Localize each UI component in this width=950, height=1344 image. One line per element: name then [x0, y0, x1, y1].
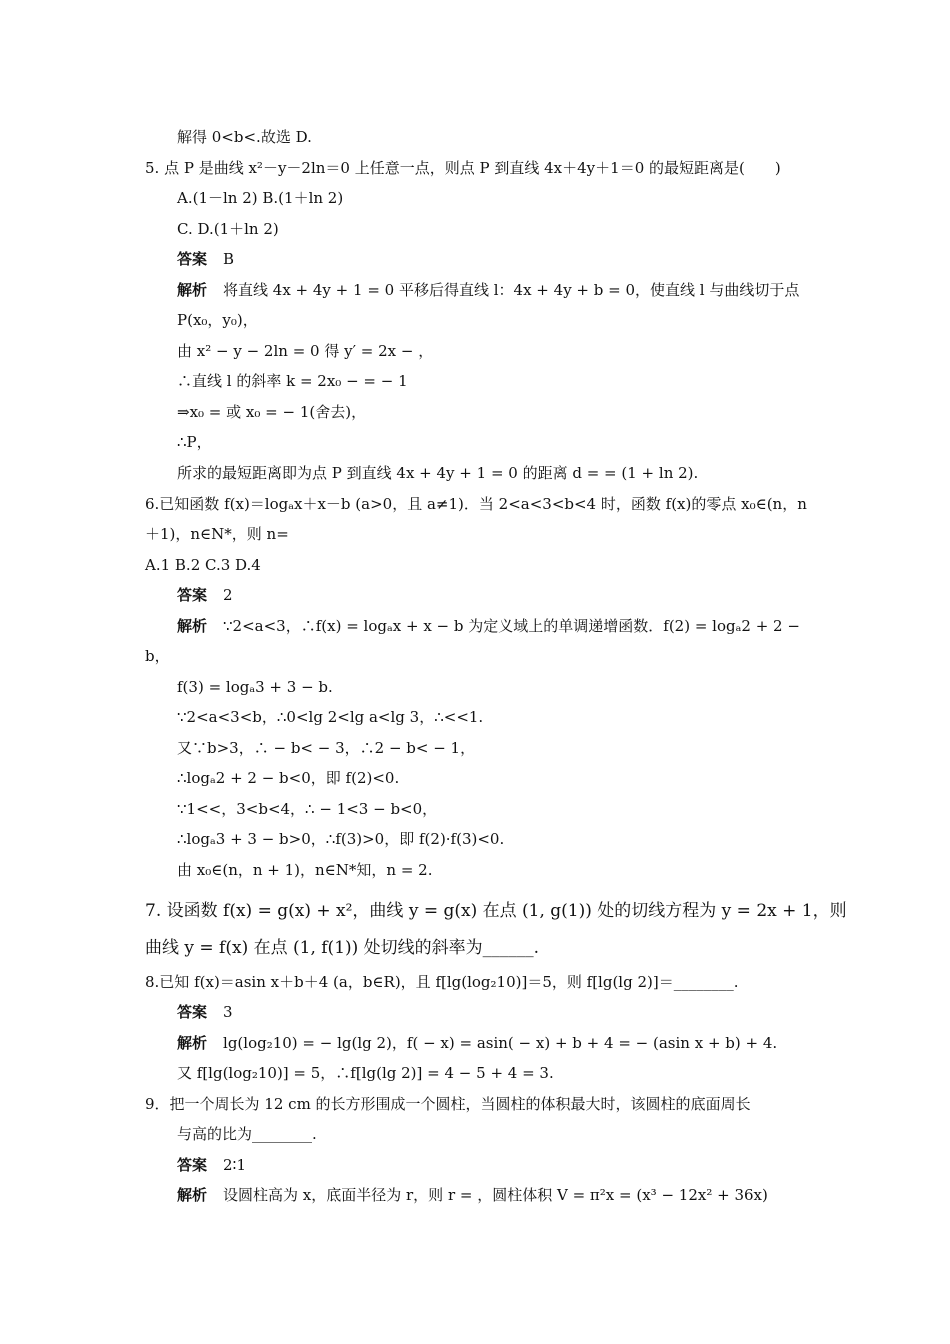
answer-line	[177, 1155, 246, 1175]
question-5: 5. 点 P 是曲线 x²－y－2ln＝0 上任意一点，则点 P 到直线 4x＋4y＋1＝0 的最短距离是( )	[145, 159, 781, 177]
text-line: ∵2<a<3<b，∴0<lg 2<lg a<lg 3，∴<<1.	[177, 708, 484, 726]
analysis-line	[177, 280, 799, 300]
text-line: 又 f[lg(log₂10)] = 5，∴f[lg(lg 2)] = 4 − 5 + 4 = 3.	[177, 1064, 554, 1082]
analysis-label: 解析	[177, 617, 208, 635]
text-line: 由 x₀∈(n，n + 1)，n∈N*知，n = 2.	[177, 861, 433, 879]
text-line: f(3) = logₐ3 + 3 − b.	[177, 678, 333, 696]
text-line: ⇒x₀ = 或 x₀ = − 1(舍去)，	[177, 403, 367, 421]
text-line: 解得 0<b<.故选 D.	[177, 128, 312, 146]
answer-label: 答案	[177, 1156, 208, 1174]
analysis-line	[177, 616, 800, 636]
analysis-text: lg(log₂10) = − lg(lg 2)，f( − x) = asin( − x) + b + 4 = − (asin x + b) + 4.	[223, 1034, 778, 1052]
answer-value: 2∶1	[223, 1156, 247, 1174]
answer-value: 2	[223, 586, 233, 604]
text-line: 由 x² − y − 2ln = 0 得 y′ = 2x − ，	[177, 342, 434, 360]
text-line: 所求的最短距离即为点 P 到直线 4x + 4y + 1 = 0 的距离 d = = (1 + ln 2).	[177, 464, 699, 482]
analysis-line	[177, 1033, 777, 1053]
option-line: A.(1－ln 2) B.(1＋ln 2)	[177, 189, 344, 207]
answer-line	[177, 1002, 233, 1022]
analysis-text: 设圆柱高为 x，底面半径为 r，则 r = ，圆柱体积 V = π²x = (x³ − 12x² + 36x)	[223, 1186, 768, 1204]
text-line: 与高的比为________.	[177, 1125, 317, 1143]
option-line: C. D.(1＋ln 2)	[177, 220, 279, 238]
text-line: 又∵b>3，∴ − b< − 3，∴2 − b< − 1，	[177, 739, 476, 757]
analysis-label: 解析	[177, 281, 208, 299]
answer-label: 答案	[177, 586, 208, 604]
question-6: 6.已知函数 f(x)＝logₐx＋x－b (a>0，且 a≠1)．当 2<a<3<b<4 时，函数 f(x)的零点 x₀∈(n，n	[145, 495, 807, 513]
analysis-label: 解析	[177, 1034, 208, 1052]
analysis-line	[177, 1185, 768, 1205]
option-line: A.1 B.2 C.3 D.4	[145, 556, 261, 574]
analysis-label: 解析	[177, 1186, 208, 1204]
text-line: b，	[145, 647, 170, 665]
answer-line	[177, 249, 234, 269]
text-line: ∴直线 l 的斜率 k = 2x₀ − = − 1	[177, 372, 408, 390]
text-line: ∴P，	[177, 433, 212, 451]
text-line: ＋1)，n∈N*，则 n=	[145, 525, 289, 543]
text-line: ∵1<<，3<b<4，∴ − 1<3 − b<0，	[177, 800, 438, 818]
answer-label: 答案	[177, 250, 208, 268]
text-line: ∴logₐ3 + 3 − b>0，∴f(3)>0，即 f(2)·f(3)<0.	[177, 830, 505, 848]
question-8: 8.已知 f(x)＝asin x＋b＋4 (a，b∈R)，且 f[lg(log₂10)]＝5，则 f[lg(lg 2)]＝________.	[145, 973, 739, 991]
answer-label: 答案	[177, 1003, 208, 1021]
analysis-text: 将直线 4x + 4y + 1 = 0 平移后得直线 l：4x + 4y + b = 0，使直线 l 与曲线切于点	[223, 281, 800, 299]
answer-value: B	[223, 250, 235, 268]
text-line: ∴logₐ2 + 2 − b<0，即 f(2)<0.	[177, 769, 400, 787]
question-7: 7. 设函数 f(x) = g(x) + x²，曲线 y = g(x) 在点 (1, g(1)) 处的切线方程为 y = 2x + 1，则	[145, 901, 847, 921]
answer-line	[177, 585, 233, 605]
question-9: 9．把一个周长为 12 cm 的长方形围成一个圆柱，当圆柱的体积最大时，该圆柱的底面周长	[145, 1095, 751, 1113]
answer-value: 3	[223, 1003, 233, 1021]
analysis-text: ∵2<a<3，∴f(x) = logₐx + x − b 为定义域上的单调递增函数．f(2) = logₐ2 + 2 −	[223, 617, 800, 635]
text-line: 曲线 y = f(x) 在点 (1, f(1)) 处切线的斜率为______.	[145, 938, 540, 958]
text-line: P(x₀，y₀)，	[177, 311, 258, 329]
